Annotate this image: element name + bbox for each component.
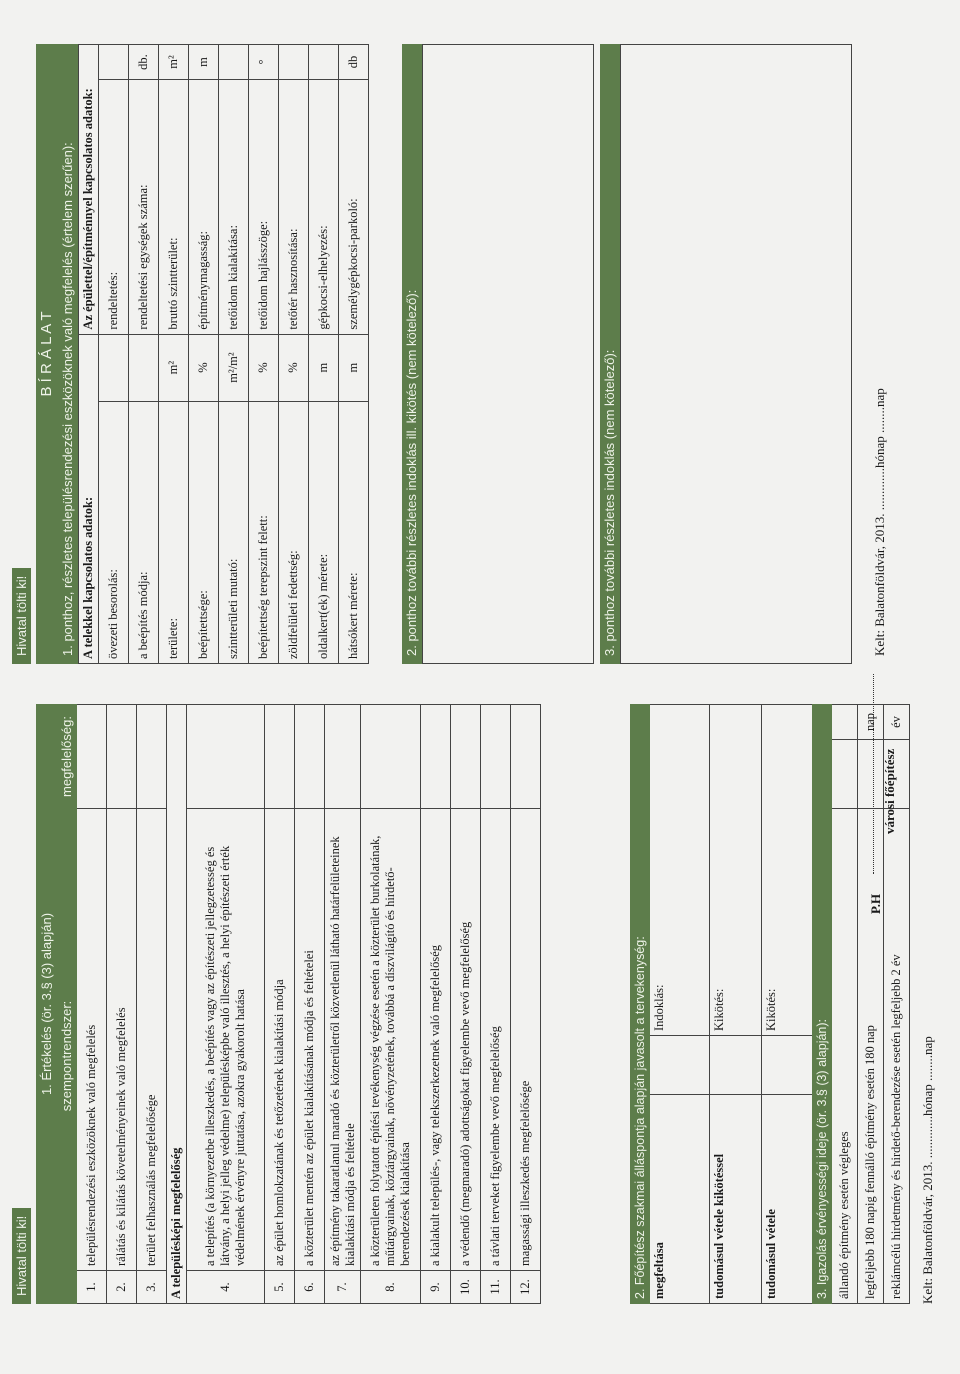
row-num: 10. <box>451 1271 481 1304</box>
conformity-cell[interactable] <box>187 705 265 809</box>
building-field: gépkocsi-elhelyezés: <box>309 80 339 335</box>
validity-title: 3. Igazolás érvényességi ideje (ör. 3.§ (3) alapján): <box>813 705 832 1304</box>
table-row <box>265 705 295 1304</box>
conformity-cell[interactable] <box>295 705 325 809</box>
date-line: Kelt: Balatonföldvár, 2013. .............hónap ........nap <box>920 1036 935 1304</box>
plot-field: területe: <box>159 401 189 663</box>
table-row <box>325 705 361 1304</box>
plot-unit: % <box>249 334 279 401</box>
option-checkbox[interactable] <box>762 1036 814 1095</box>
evaluation-title: 1. Értékelés (ör. 3.§ (3) alapján) <box>37 705 57 1304</box>
table-row <box>77 705 107 1304</box>
building-unit <box>219 45 249 80</box>
plot-header: A telekkel kapcsolatos adatok: <box>79 334 99 663</box>
validity-option: állandó építmény esetén végleges <box>832 809 858 1304</box>
conformity-cell[interactable] <box>265 705 295 809</box>
row-num: 1. <box>77 1271 107 1304</box>
col-conformity: megfelelőség: <box>57 705 77 809</box>
option-note: Kikötés: <box>710 705 762 1036</box>
conformity-cell[interactable] <box>361 705 421 809</box>
row-text: terület felhasználás megfelelősége <box>137 809 167 1271</box>
signature-label: városi főépítész <box>882 748 897 834</box>
section1-title: 1. ponthoz, részletes településrendezési eszközöknek való megfelelés (értelem szerűen): <box>58 44 78 664</box>
plot-unit <box>99 334 129 401</box>
building-unit: m <box>189 45 219 80</box>
row-num: 2. <box>107 1271 137 1304</box>
section3-title: 3. ponthoz további részletes indoklás (nem kötelező): <box>600 44 620 664</box>
row-text: a közterület mentén az épület kialakításának módja és feltételei <box>295 809 325 1271</box>
table-row <box>421 705 451 1304</box>
plot-field: beépítettség terepszint felett: <box>249 401 279 663</box>
review-half <box>0 44 960 664</box>
row-text: az épület homlokzatának és tetőzetének kialakítási módja <box>265 809 295 1271</box>
date-line: Kelt: Balatonföldvár, 2013. .............hónap ........nap <box>872 388 887 656</box>
building-field: személygépkocsi-parkoló: <box>339 80 369 335</box>
section-heading: A településképi megfelelőség <box>167 705 187 1304</box>
option-label: tudomásul vétele kikötéssel <box>710 1095 762 1304</box>
row-text: a kialakult település-, vagy telekszerkezetnek való megfelelőség <box>421 809 451 1271</box>
building-unit: db. <box>129 45 159 80</box>
section3-textarea[interactable] <box>620 44 852 664</box>
validity-value[interactable] <box>832 740 858 809</box>
plot-unit: m² <box>159 334 189 401</box>
evaluation-table <box>36 704 541 1304</box>
row-num: 7. <box>325 1271 361 1304</box>
row-text: a távlati terveket figyelembe vevő megfelelőség <box>481 809 511 1271</box>
row-text: az építmény takaratlanul maradó és közterületről közvetlenül látható határfelületeinek kialakítási módja és feltétele <box>325 809 361 1271</box>
building-field: rendeltetési egységek száma: <box>129 80 159 335</box>
row-num: 6. <box>295 1271 325 1304</box>
plot-unit: % <box>279 334 309 401</box>
row-text: magassági illeszkedés megfelelősége <box>511 809 541 1271</box>
table-row <box>107 705 137 1304</box>
building-header: Az épülettel/építménnyel kapcsolatos adatok: <box>79 45 99 335</box>
plot-unit: m²/m² <box>219 334 249 401</box>
option-label: megfeltása <box>650 1095 710 1304</box>
row-num: 4. <box>187 1271 265 1304</box>
plot-field: zöldfelületi fedettség: <box>279 401 309 663</box>
row-num: 9. <box>421 1271 451 1304</box>
validity-unit <box>832 705 858 740</box>
row-num: 8. <box>361 1271 421 1304</box>
row-text: a védendő (megmaradó) adottságokat figyelembe vevő megfelelőség <box>451 809 481 1271</box>
conformity-cell[interactable] <box>77 705 107 809</box>
stamp-label: P.H <box>868 893 883 914</box>
table-row <box>481 705 511 1304</box>
option-checkbox[interactable] <box>710 1036 762 1095</box>
col-aspect: szempontrendszer: <box>57 809 77 1304</box>
table-row <box>361 705 421 1304</box>
building-unit: db <box>339 45 369 80</box>
proposal-table <box>630 704 814 1304</box>
option-note: Kikötés: <box>762 705 814 1036</box>
conformity-cell[interactable] <box>107 705 137 809</box>
conformity-cell[interactable] <box>325 705 361 809</box>
building-unit <box>279 45 309 80</box>
validity-unit: év <box>884 705 910 740</box>
building-field: építménymagasság: <box>189 80 219 335</box>
building-unit: m² <box>159 45 189 80</box>
conformity-cell[interactable] <box>451 705 481 809</box>
plot-field: szintterületi mutató: <box>219 401 249 663</box>
signature-line <box>862 664 878 874</box>
table-row <box>451 705 481 1304</box>
validity-unit: nap <box>858 705 884 740</box>
plot-unit <box>129 334 159 401</box>
section2-title: 2. ponthoz további részletes indoklás ill. kikötés (nem kötelező): <box>402 44 422 664</box>
row-text: a közterületen folytatott építési tevékenység végzése esetén a közterület burkolatának, műtárgyainak, köztárgyainak, növényzetének, továbbá a díszvilágító és hirdető-berendezések kialakítása <box>361 809 421 1271</box>
option-checkbox[interactable] <box>650 1036 710 1095</box>
office-label: Hivatal tölti ki! <box>12 568 31 664</box>
evaluation-half <box>0 704 960 1304</box>
conformity-cell[interactable] <box>421 705 451 809</box>
table-row <box>295 705 325 1304</box>
row-num: 11. <box>481 1271 511 1304</box>
office-label: Hivatal tölti ki! <box>12 1208 31 1304</box>
plot-field: oldalkert(ek) mérete: <box>309 401 339 663</box>
option-label: tudomásul vétele <box>762 1095 814 1304</box>
row-text: a telepítés (a környezetbe illeszkedés, a beépítés vagy az építészeti jellegzetesség és látvány, a helyi jelleg védelme) településképbe való illesztés, a helyi építészeti érték védelmének érvényre juttatása, azokra gyakorolt hatása <box>187 809 265 1271</box>
plot-field: övezeti besorolás: <box>99 401 129 663</box>
plot-field: hátsókert mérete: <box>339 401 369 663</box>
table-row <box>511 705 541 1304</box>
conformity-cell[interactable] <box>511 705 541 809</box>
plot-unit: m <box>309 334 339 401</box>
proposal-title: 2. Főépítész szakmai álláspontja alapján javasolt a tervekenység: <box>631 705 650 1304</box>
data-table <box>78 44 369 664</box>
row-text: településrendezési eszközöknek való megfelelés <box>77 809 107 1271</box>
conformity-cell[interactable] <box>137 705 167 809</box>
validity-option: legfeljebb 180 napig fennálló építmény esetén 180 nap <box>858 809 884 1304</box>
building-field: tetőidom kialakítása: <box>219 80 249 335</box>
building-unit <box>309 45 339 80</box>
building-field: tetőidom hajlásszöge: <box>249 80 279 335</box>
conformity-cell[interactable] <box>481 705 511 809</box>
plot-field: beépítettsége: <box>189 401 219 663</box>
building-field: tetőtér hasznosítása: <box>279 80 309 335</box>
option-note: Indoklás: <box>650 705 710 1036</box>
building-unit: ° <box>249 45 279 80</box>
table-row <box>187 705 265 1304</box>
plot-unit: m <box>339 334 369 401</box>
review-title: B Í R Á L A T <box>36 44 58 664</box>
plot-unit: % <box>189 334 219 401</box>
row-num: 3. <box>137 1271 167 1304</box>
row-num: 12. <box>511 1271 541 1304</box>
row-text: rálátás és kilátás követelményeinek való megfelelés <box>107 809 137 1271</box>
row-num: 5. <box>265 1271 295 1304</box>
table-row <box>137 705 167 1304</box>
building-unit <box>99 45 129 80</box>
building-field: bruttó szintterület: <box>159 80 189 335</box>
plot-field: a beépítés módja: <box>129 401 159 663</box>
section2-textarea[interactable] <box>422 44 594 664</box>
building-field: rendeltetés: <box>99 80 129 335</box>
validity-option: reklámcélú hirdetmény és hirdető-berendezése esetén legfeljebb 2 év <box>884 809 910 1304</box>
